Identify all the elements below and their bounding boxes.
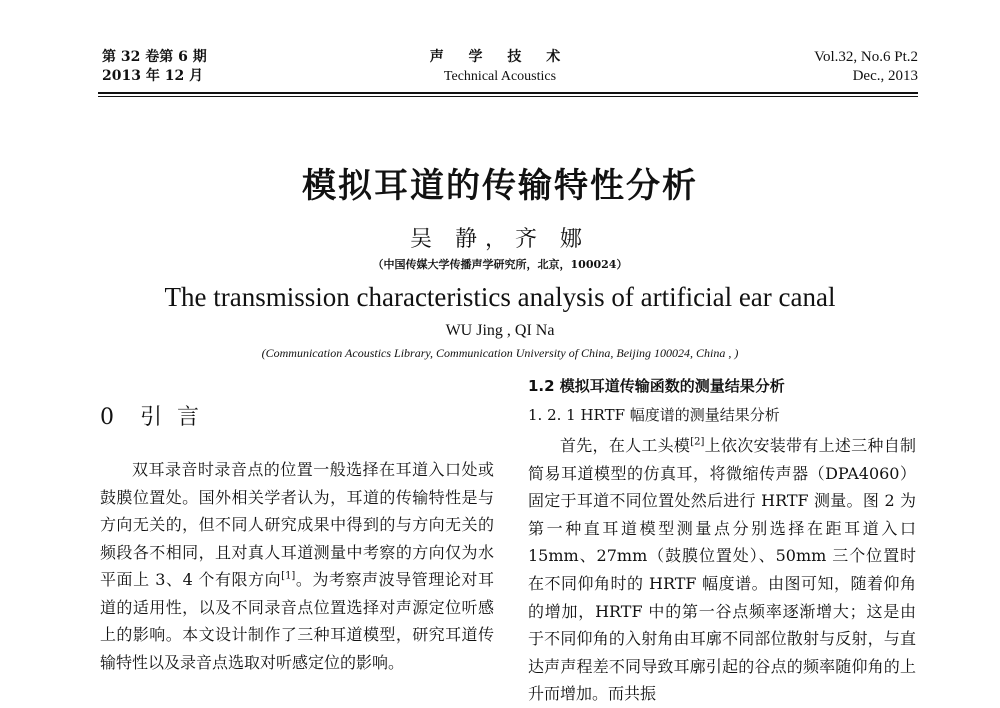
affiliation-cn: （中国传媒大学传播声学研究所，北京，100024） (372, 258, 628, 271)
left-column (100, 456, 494, 676)
authors-en: WU Jing , QI Na (445, 322, 555, 339)
right-column (528, 432, 916, 708)
journal-issue-en (814, 48, 918, 86)
section-heading-1-2: 1.2 模拟耳道传输函数的测量结果分析 (528, 377, 785, 395)
results-text-b: 上依次安装带有上述三种自制简易耳道模型的仿真耳，将微缩传声器（DPA4060）固定于耳道不同位置处然后进行 HRTF 测量。图 2 为第一种直耳道模型测量点分别选择在距耳道入口 15mm、27mm（鼓膜位置处）、50mm 三个位置时在不同仰角时的 HRTF 幅度谱。由图可知，随着仰角的增加，HRTF 中的第一谷点频率逐渐增大；这是由于不同仰角的入射角由耳廓不同部位散射与反射，与直达声声程差不同导致耳廓引起的谷点的频率随仰角的上升而增加。而共振 (528, 436, 916, 704)
results-paragraph (528, 432, 916, 708)
section-number: 0 (100, 405, 118, 430)
journal-name-en: Technical Acoustics (443, 69, 557, 84)
volume-issue: 第 32 卷第 6 期 (102, 49, 207, 65)
issue-date: 2013 年 12 月 (102, 68, 204, 84)
section-title: 引 言 (140, 405, 203, 430)
header-rule-thick (98, 92, 918, 94)
intro-text-a: 双耳录音时录音点的位置一般选择在耳道入口处或鼓膜位置处。国外相关学者认为，耳道的传输特性是与方向无关的，但不同人研究成果中得到的与方向无关的频段各不相同，且对真人耳道测量中考察的方向仅为水平面上 3、4 个有限方向 (100, 460, 494, 589)
journal-name-cn: 声 学 技 术 (429, 49, 571, 65)
citation-2: [2] (690, 436, 705, 448)
section-heading-intro (100, 400, 203, 431)
section-heading-1-2-1: 1. 2. 1 HRTF 幅度谱的测量结果分析 (528, 406, 780, 424)
header-rule-thin (98, 96, 918, 97)
paper-title-cn: 模拟耳道的传输特性分析 (302, 166, 698, 206)
paper-title-en: The transmission characteristics analysis of artificial ear canal (164, 282, 836, 312)
citation-1: [1] (281, 570, 296, 582)
volume-issue-en: Vol.32, No.6 Pt.2 (814, 49, 918, 65)
affiliation-en: (Communication Acoustics Library, Communication University of China, Beijing 100024, China , ) (261, 346, 739, 360)
intro-text-b: 。为考察声波导管理论对耳道的适用性，以及不同录音点位置选择对声源定位听感上的影响。本文设计制作了三种耳道模型，研究耳道传输特性以及录音点选取对听感定位的影响。 (100, 570, 494, 672)
issue-date-en: Dec., 2013 (852, 68, 918, 84)
results-text-a: 首先，在人工头模 (560, 436, 691, 455)
intro-paragraph (100, 456, 494, 676)
authors-cn: 吴 静，齐 娜 (410, 227, 590, 252)
